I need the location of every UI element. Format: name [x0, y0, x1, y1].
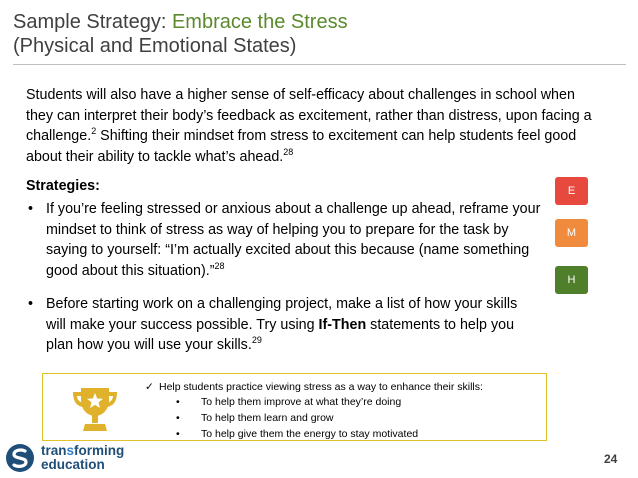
title-subtitle: (Physical and Emotional States) [13, 35, 297, 57]
tip-item-text: To help them learn and grow [201, 412, 334, 424]
title-prefix: Sample Strategy: [13, 11, 172, 33]
logo-line-2: education [41, 457, 105, 472]
transforming-education-logo [5, 443, 155, 473]
tip-box [42, 373, 547, 441]
bullet-dot: • [176, 412, 180, 424]
tip-item-text: To help give them the energy to stay motivated [201, 428, 419, 440]
logo-text [41, 444, 124, 472]
logo-word-part: forming [74, 443, 125, 458]
bullet-dot: • [28, 201, 34, 217]
logo-mark-icon [5, 443, 35, 473]
checkmark-icon: ✓ [145, 381, 154, 393]
title-divider [13, 64, 626, 65]
level-badge-e: E [555, 177, 588, 205]
tip-item-text: To help them improve at what they’re doing [201, 396, 402, 408]
bullet-dot: • [176, 428, 180, 440]
strategy-bullet-2 [26, 294, 541, 356]
title-line [13, 10, 573, 34]
list-item [176, 426, 418, 442]
list-item [176, 410, 418, 426]
level-badge-h: H [555, 266, 588, 294]
strategy-1-ref: 28 [214, 260, 225, 271]
bullet-dot: • [176, 396, 180, 408]
strategy-2-bold: If-Then [318, 316, 367, 333]
strategy-2-text-a: Before starting work on a challenging project, make a list of how your skills will make your success possible. Try using [46, 296, 518, 333]
trophy-icon [69, 384, 121, 434]
list-item [176, 394, 418, 410]
page-number: 24 [604, 452, 618, 466]
logo-word-accent: s [66, 443, 75, 458]
strategy-bullet-1 [26, 199, 541, 281]
intro-text-2: Shifting their mindset from stress to excitement can help students feel good about their ability to tackle what’s ahead. [26, 128, 577, 165]
intro-paragraph [26, 85, 596, 167]
level-badge-m: M [555, 219, 588, 247]
logo-line-1 [41, 444, 124, 458]
strategies-heading: Strategies: [26, 178, 100, 194]
intro-ref-2: 28 [283, 146, 294, 157]
tip-main-text: Help students practice viewing stress as a way to enhance their skills: [159, 381, 483, 393]
tip-main-line [145, 380, 483, 394]
strategy-2-ref: 29 [251, 335, 262, 346]
title-highlight: Embrace the Stress [171, 11, 348, 33]
strategy-1-text: If you’re feeling stressed or anxious about a challenge up ahead, reframe your mindset to think of stress as way of helping you to prepare for the task by saying to yourself: “I’m actually excited about this because (name something good about this situation).” [46, 201, 541, 279]
logo-word-part: tran [41, 443, 67, 458]
tip-list [176, 394, 418, 442]
intro-ref-1: 2 [91, 126, 97, 137]
slide-title [13, 10, 573, 58]
bullet-dot: • [28, 296, 34, 312]
intro-text-1: Students will also have a higher sense of self-efficacy about challenges in school when they can interpret their body’s feedback as excitement, rather than distress, upon facing a challenge. [26, 87, 592, 144]
strategy-2-text-b: statements to help you plan how you will use your skills. [46, 316, 515, 353]
